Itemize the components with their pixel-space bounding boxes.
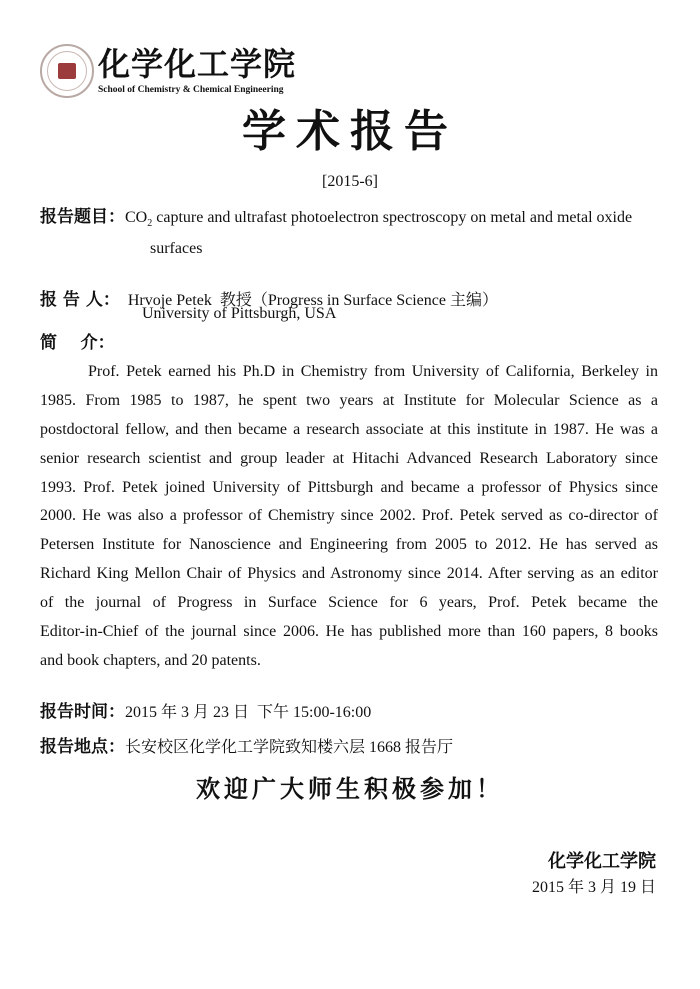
school-logo [40,44,94,98]
welcome-message: 欢迎广大师生积极参加！ [196,774,504,803]
paragraph-line: postdoctoral fellow, and then became a research associate at this institute in 1987. He was a [40,420,658,438]
time-label: 报告时间： [40,702,125,722]
place-value: 长安校区化学化工学院致知楼六层 1668 报告厅 [125,739,454,756]
place-row [40,718,453,759]
paragraph-line: 1985. From 1985 to 1987, he spent two years at Institute for Molecular Science as a [40,391,658,409]
paragraph-line: and book chapters, and 20 patents. [40,651,261,669]
report-number: [2015-6] [322,173,378,190]
paragraph-line: 2000. He was also a professor of Chemistry since 2002. Prof. Petek served as co-director of [40,507,658,525]
topic-rest: capture and ultrafast photoelectron spectroscopy on metal and metal oxide [152,209,633,226]
paragraph-line: senior research scientist and group leader at Hitachi Advanced Research Laboratory since [40,449,658,467]
paragraph-line: of the journal of Progress in Surface Science for 6 years, Prof. Petek became the [40,594,658,612]
intro-label: 简 介： [40,333,115,353]
paragraph-line: Editor-in-Chief of the journal since 2006. He has published more than 160 papers, 8 books [40,623,658,641]
topic-continued: surfaces [150,240,203,257]
place-label: 报告地点： [40,737,125,757]
speaker-affiliation: University of Pittsburgh, USA [142,305,337,322]
speaker-label: 报 告 人： [40,290,120,310]
topic-co: CO [125,209,148,226]
document-title: 学术报告 [242,106,458,157]
topic-row [40,206,632,229]
footer-org: 化学化工学院 [548,851,656,872]
speaker-name: Hrvoje Petek 教授（Progress in Surface Science 主编） [127,292,498,309]
footer-date: 2015 年 3 月 19 日 [531,879,656,896]
school-name-cn: 化学化工学院 [98,45,297,83]
topic-label: 报告题目： [40,207,125,227]
topic-text [125,209,633,230]
paragraph-line: Richard King Mellon Chair of Physics and Astronomy since 2014. After serving as an editor [40,565,658,583]
topic-sub: 2 [147,218,153,230]
time-value: 2015 年 3 月 23 日 下午 15:00-16:00 [125,704,372,721]
paragraph-line: 1993. Prof. Petek joined University of Pittsburgh and became a professor of Physics since [40,478,658,496]
paragraph-line: Petersen Institute for Nanoscience and Engineering from 2005 to 2012. He has served as [40,536,658,554]
biography-paragraph [40,358,658,676]
paragraph-line: Prof. Petek earned his Ph.D in Chemistry from University of California, Berkeley in [88,363,658,380]
school-name-en: School of Chemistry & Chemical Engineering [98,85,284,95]
